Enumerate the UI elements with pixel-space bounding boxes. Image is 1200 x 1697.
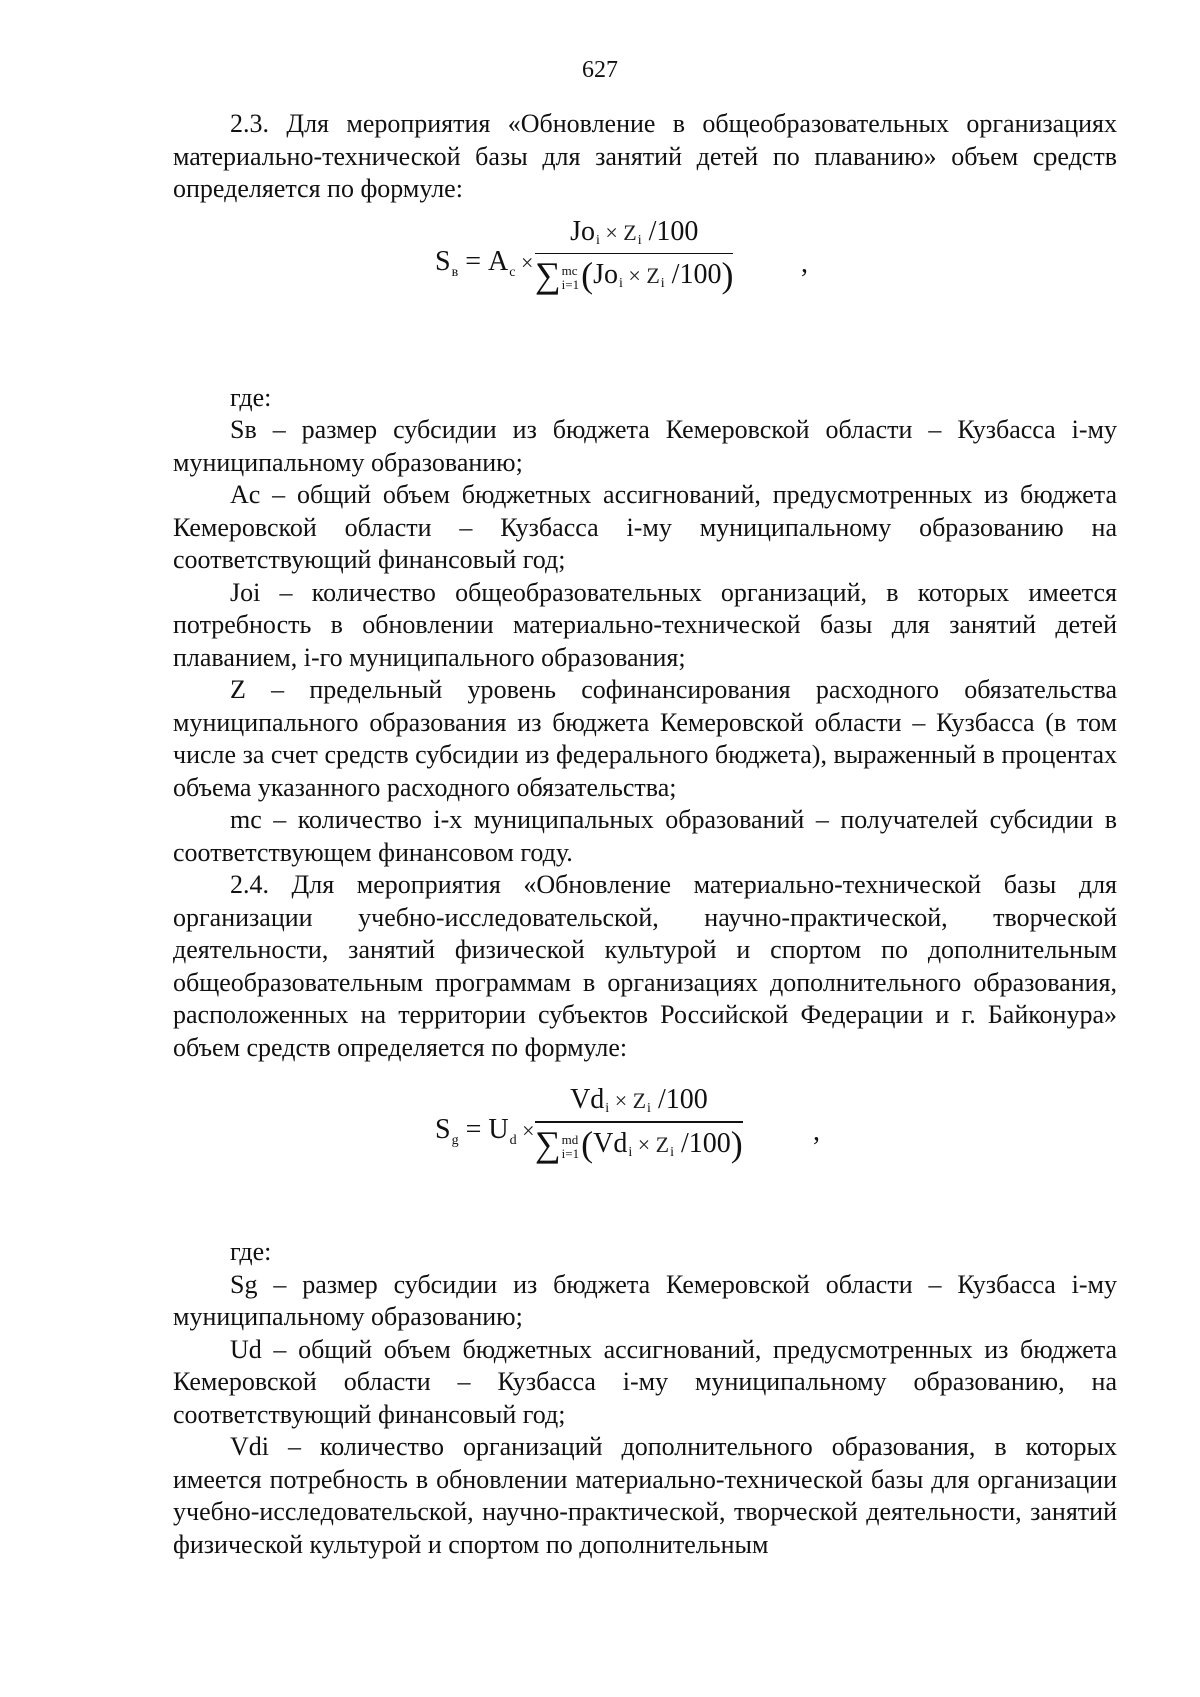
section-2-3-intro: 2.3. Для мероприятия «Обновление в общеобразовательных организациях материально-технической базы для занятий детей по плаванию» объем средств определяется по формуле:	[173, 109, 1117, 203]
formula-sg-open-paren: (	[581, 1123, 594, 1164]
formula-sv-numerator	[535, 216, 733, 253]
formula-sv-den-jo: Jo	[593, 259, 619, 290]
definition-ac: Aс – общий объем бюджетных ассигнований, предусмотренных из бюджета Кемеровской области – Кузбасса i-му муниципальному образованию на соответствующий финансовый год;	[173, 480, 1117, 574]
formula-sv-denominator	[535, 254, 733, 299]
formula-sv-symbol: S	[435, 245, 451, 277]
formula-sg-den-z-sub: i	[670, 1144, 674, 1160]
formula-sg-close-paren: )	[730, 1123, 743, 1164]
formula-sv-num-jo-sub: i	[595, 232, 600, 248]
definition-sv: Sв – размер субсидии из бюджета Кемеровской области – Кузбасса i-му муниципальному образованию;	[173, 415, 1117, 477]
formula-sg-numerator	[535, 1084, 743, 1121]
definition-joi: Joi – количество общеобразовательных организаций, в которых имеется потребность в обновлении материально-технической базы для занятий детей плаванием, i-го муниципального образования;	[173, 577, 1117, 672]
formula-sg-symbol: S	[435, 1114, 451, 1145]
formula-sg-sigma: ∑	[535, 1123, 561, 1164]
formula-sg-lhs	[435, 1114, 535, 1152]
definition-sg: Sg – размер субсидии из бюджета Кемеровской области – Кузбасса i-му муниципальному образованию;	[173, 1269, 1117, 1331]
formula-sg-comma: ,	[813, 1116, 820, 1147]
formula-sv-limits	[562, 264, 579, 292]
definition-vdi: Vdi – количество организаций дополнительного образования, в которых имеется потребность в обновлении материально-технической базы для организации учебно-исследовательской, научно-практической, творческой деятельности, занятий физической культурой и спортом по дополнительным	[173, 1432, 1117, 1559]
formula-sv-num-z: × Z	[599, 219, 637, 245]
formula-sv-den-z: × Z	[622, 263, 660, 288]
formula-sv-lower: i=1	[561, 277, 580, 292]
formula-sg-num-div: /100	[650, 1084, 708, 1115]
formula-sv-sigma: ∑	[535, 255, 561, 295]
formula-sg-times: ×	[516, 1118, 535, 1143]
formula-sv-close-paren: )	[721, 255, 734, 295]
formula-sv-comma: ,	[801, 247, 808, 279]
formula-sv-coef: = A	[458, 245, 509, 277]
formula-sv-den-jo-sub: i	[619, 276, 623, 291]
section-2-4-intro: 2.4. Для мероприятия «Обновление материально-технической базы для организации учебно-исследовательской, научно-практической, творческой деятельности, занятий физической культурой и спортом по дополнительным общеобразовательным программам в организациях дополнительного образования, расположенных на территории субъектов Российской Федерации и г. Байконура» объем средств определяется по формуле:	[173, 870, 1117, 1062]
definition-z: Z – предельный уровень софинансирования расходного обязательства муниципального образования из бюджета Кемеровской области – Кузбасса (в том числе за счет средств субсидии из федерального бюджета), выраженный в процентах объема указанного расходного обязательства;	[173, 675, 1117, 802]
page-number: 627	[582, 57, 618, 83]
formula-sg-num-vd-sub: i	[605, 1101, 610, 1116]
formula-sv-upper: mc	[561, 263, 578, 278]
formula-sg-den-vd: Vd	[593, 1127, 628, 1159]
formula-sg-num-vd: Vd	[570, 1084, 605, 1115]
formula-sv-num-jo: Jo	[570, 215, 595, 247]
formula-sg-upper: md	[561, 1131, 579, 1147]
definition-ud: Ud – общий объем бюджетных ассигнований, предусмотренных из бюджета Кемеровской области – Кузбасса i-му муниципальному образованию, на соответствующий финансовый год;	[173, 1334, 1117, 1429]
formula-sg-lower: i=1	[561, 1145, 580, 1161]
definition-mc: mc – количество i-х муниципальных образований – получателей субсидии в соответствующем финансовом году.	[173, 805, 1117, 867]
formula-sg	[173, 1074, 1117, 1184]
formula-sv-num-div: /100	[641, 215, 699, 247]
formula-sv-fraction	[535, 216, 733, 300]
formula-sg-den-div: /100	[674, 1127, 731, 1159]
formula-sv-symbol-sub: в	[451, 264, 459, 280]
formula-sv-den-z-sub: i	[660, 276, 665, 291]
formula-sv-lhs	[435, 246, 533, 284]
formula-sv-num-z-sub: i	[637, 232, 642, 248]
formula-sv-times: ×	[515, 249, 534, 275]
formula-sg-coef: = U	[458, 1114, 509, 1145]
formula-sv	[173, 206, 1117, 316]
where-label: где:	[230, 382, 272, 412]
where-label-2: где:	[230, 1237, 272, 1266]
formula-sg-den-vd-sub: i	[628, 1144, 633, 1160]
formula-sg-limits	[562, 1133, 579, 1161]
formula-sg-denominator	[535, 1123, 743, 1168]
formula-sg-fraction	[535, 1084, 743, 1168]
formula-sv-coef-sub: c	[509, 264, 516, 280]
formula-sv-open-paren: (	[581, 255, 594, 295]
formula-sg-den-z: × Z	[632, 1131, 670, 1157]
formula-sg-symbol-sub: g	[451, 1133, 459, 1148]
formula-sg-num-z: × Z	[609, 1088, 647, 1113]
formula-sv-den-div: /100	[664, 259, 722, 290]
formula-sg-num-z-sub: i	[647, 1101, 651, 1116]
document-body	[173, 108, 1117, 1561]
formula-sg-coef-sub: d	[509, 1133, 517, 1148]
